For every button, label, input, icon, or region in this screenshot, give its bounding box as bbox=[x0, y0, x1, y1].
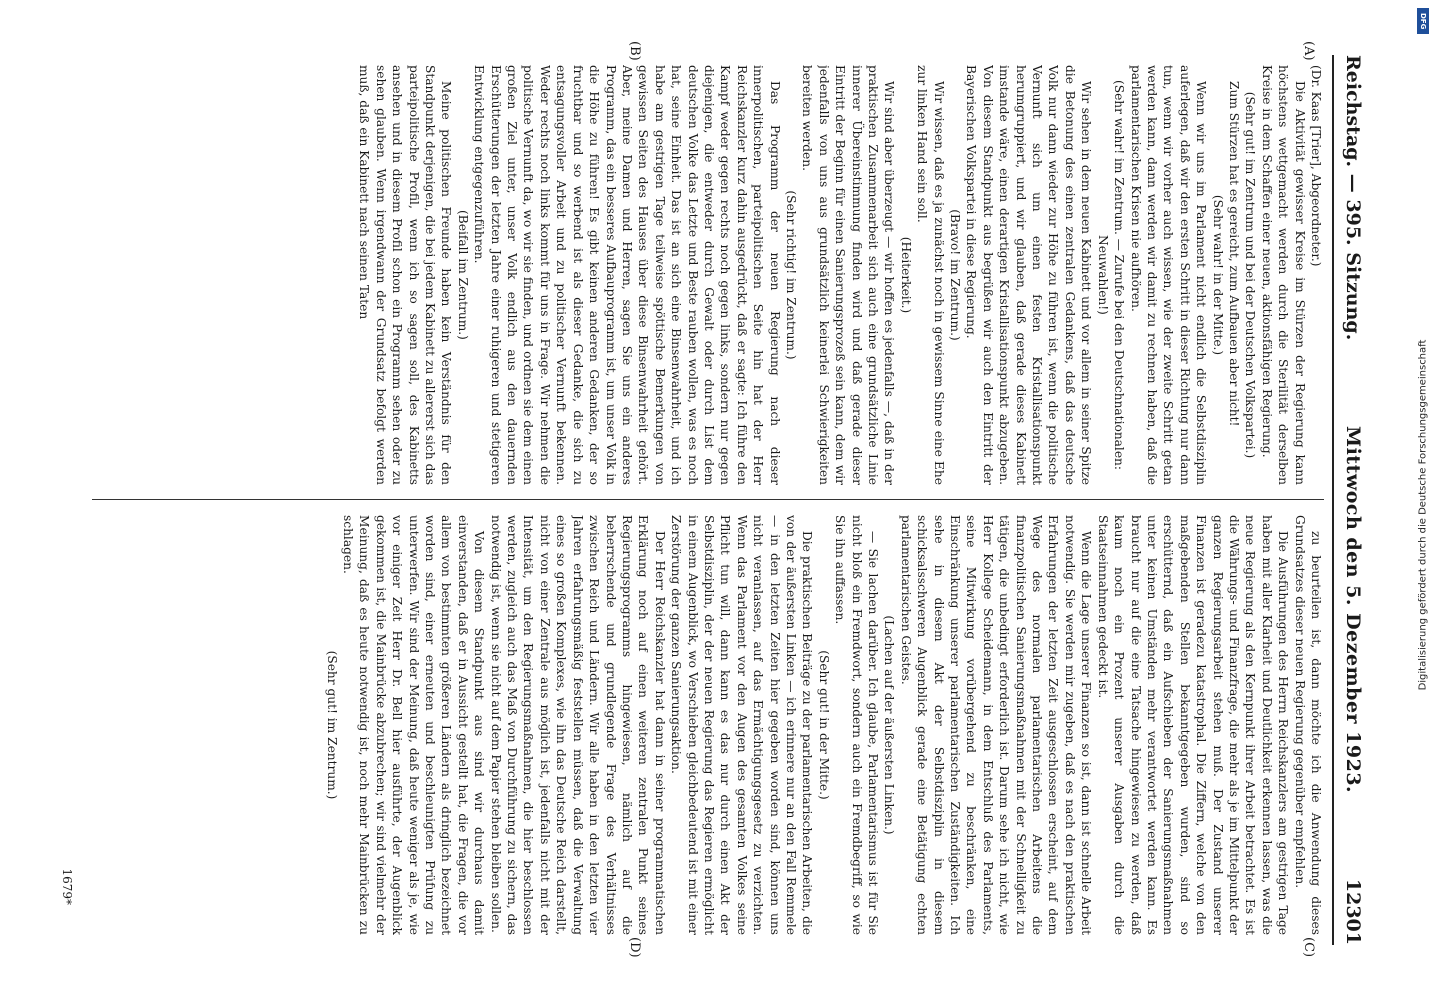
interjection: (Sehr wahr! im Zentrum. — Zurufe bei den Deutschnationalen: Neuwahlen!) bbox=[1095, 79, 1127, 470]
interjection: (Sehr wahr! in der Mitte.) bbox=[1210, 194, 1225, 356]
paragraph: Wir sehen in dem neuen Kabinett und vor allem in seiner Spitze die Betonung des einen zentralen Gedankens, daß das deutsche Volk nur dann wieder zur Höhe zu führen ist, wenn die politische Vernunft sich um einen festen Kristallisationspunkt herumgruppiert, und wir glauben, daß gerade dieses Kabinett imstande wäre, einen derartigen Kristallisationspunkt abzugeben. Von diesem Standpunkt aus begrüßen wir auch den Eintritt der Bayerischen Volkspartei in diese Regierung. bbox=[964, 65, 1094, 485]
margin-mark-b: (B) bbox=[627, 41, 642, 61]
paragraph: Die Ausführungen des Herrn Reichskanzlers am gestrigen Tage haben mit aller Klarheit und Deutlichkeit erkennen lassen, was die neue Regierung als den Kernpunkt ihrer Arbeit betrachtet. Es ist die Währungs- und Finanzfrage, die mehr als je im Mittelpunkt der ganzen Regierungsarbeit stehen muß. Der Zustand unserer Finanzen ist geradezu katastrophal. Die Ziffern, welche von den maßgebenden Stellen bekanntgegeben wurden, sind so erschütternd, daß ein Aufschieben der Sanierungsmaßnahmen unter keinen Umständen mehr verantwortet werden kann. Es braucht nur auf die eine Tatsache hingewiesen zu werden, daß kaum noch ein Prozent unserer Ausgaben durch die Staatseinnahmen gedeckt ist. bbox=[1095, 515, 1291, 935]
interjection: (Beifall im Zentrum.) bbox=[455, 210, 470, 340]
speaker-intro: (Dr. Kaas [Trier], Abgeordneter.) bbox=[1309, 65, 1323, 267]
paragraph: — Sie lachen darüber. Ich glaube, Parlamentarismus ist für Sie nicht bloß ein Fremdwort, sondern auch ein Fremdbegriff, so wie Sie ihn auffassen. bbox=[833, 515, 881, 935]
margin-mark-a: (A) bbox=[1301, 41, 1316, 61]
paragraph: Von diesem Standpunkt aus sind wir durchaus damit einverstanden, daß er in Aussicht gestellt hat, die Fragen, die vor allem von bestimmten größeren Ländern als dringlich bezeichnet worden sind, einer erneuten und beschleunigten Prüfung zu unterwerfen. Wir sind der Meinung, daß heute weniger als je, wie vor einiger Zeit Herr Dr. Bell hier ausführte, der Augenblick gekommen ist, die Mainbrücke abzubrechen; wir sind vielmehr der Meinung, daß es heute notwendig ist, noch mehr Mainbrücken zu schlagen. bbox=[341, 515, 487, 935]
paragraph: Wenn die Lage unserer Finanzen so ist, dann ist schnelle Arbeit notwendig. Sie werden mir zugeben, daß es nach den praktischen Erfahrungen der letzten Zeit ausgeschlossen erscheint, auf dem Wege des normalen parlamentarischen Arbeitens die finanzpolitischen Sanierungsmaßnahmen mit der Schnelligkeit zu tätigen, die unbedingt erforderlich ist. Darum sehe ich nicht, wie Herr Kollege Scheidemann, in dem Entschluß des Parlaments, seine Mitwirkung vorübergehend zu beschränken, eine Einschränkung unserer parlamentarischen Zuständigkeiten. Ich sehe in diesem Akt der Selbstdisziplin in diesem schicksalsschweren Augenblick gerade eine Betätigung echten parlamentarischen Geistes. bbox=[898, 515, 1094, 935]
left-paragraphs bbox=[356, 65, 1308, 485]
interjection: (Heiterkeit.) bbox=[898, 236, 913, 314]
paragraph: Wenn wir uns im Parlament nicht endlich die Selbstdisziplin auferlegen, daß wir den ersten Schritt in dieser Richtung nur dann tun, wenn wir vorher auch wissen, wie der zweite Schritt getan werden kann, dann werden wir damit zu rechnen haben, daß die parlamentarischen Krisen nie aufhören. bbox=[1128, 65, 1209, 485]
interjection: (Lachen auf der äußersten Linken.) bbox=[882, 615, 897, 835]
right-paragraphs bbox=[323, 515, 1324, 935]
column-divider bbox=[92, 499, 1324, 500]
paragraph: Wir sind aber überzeugt — wir hoffen es jedenfalls —, daß in der praktischen Zusammenarbeit sich auch eine grundsätzliche Linie innerer Übereinstimmung finden wird und daß gerade dieser Eintritt der Beginn für einen Sanierungsprozeß sein kann, dem wir jedenfalls von uns aus grundsätzlich keinerlei Schwierigkeiten bereiten werden. bbox=[800, 65, 897, 485]
dfg-logo: DFG bbox=[1417, 8, 1429, 34]
interjection: (Sehr gut! im Zentrum und bei der Deutschen Volkspartei.) bbox=[1243, 91, 1258, 459]
paragraph: Die praktischen Beiträge zu der parlamentarischen Arbeiten, die von der äußersten Linken — ich erinnere nur an den Fall Remmele — in den letzten Zeiten hier gegeben worden sind, können uns nicht veranlassen, auf das Ermächtigungsgesetz zu verzichten. Wenn das Parlament vor den Augen des gesamten Volkes seine Pflicht tun will, dann kann es das nur durch einen Akt der Selbstdisziplin, der der neuen Regierung das Regieren ermöglicht in einem Augenblick, wo Verschieben gleichbedeutend ist mit einer Zerstörung der ganzen Sanierungsaktion. bbox=[669, 515, 815, 935]
page-number: 12301 bbox=[1342, 878, 1364, 945]
interjection: (Sehr gut! in der Mitte.) bbox=[816, 650, 831, 800]
header-left: Reichstag. — 395. Sitzung. bbox=[1342, 55, 1364, 341]
paragraph: Zum Stürzen hat es gereicht, zum Aufbauen aber nicht! bbox=[1226, 81, 1241, 427]
interjection: (Bravo! im Zentrum.) bbox=[948, 209, 963, 341]
rotated-page bbox=[52, 35, 1382, 965]
margin-mark-d: (D) bbox=[627, 937, 642, 958]
interjection: (Sehr richtig! im Zentrum.) bbox=[784, 190, 798, 360]
digitization-credit bbox=[1416, 40, 1430, 990]
paragraph: Die Aktivität gewisser Kreise im Stürzen der Regierung kann höchstens wettgemacht werden durch die Sterilität derselben Kreise in dem Schaffen einer neuen, aktionsfähigen Regierung. bbox=[1259, 65, 1307, 485]
header-rule bbox=[1332, 55, 1334, 945]
paragraph: Das Programm der neuen Regierung nach dieser innerpolitischen, parteipolitischen Seite hin hat der Herr Reichskanzler kurz dahin ausgedrückt, daß er sagte: Ich führe den Kampf weder gegen rechts noch gegen links, sondern nur gegen diejenigen, die entweder durch Gewalt oder durch List dem deutschen Volke das Letzte und Beste rauben wollen, was es noch hat, seine Einheit. Das ist an sich eine Binsenwahrheit, und ich habe am gestrigen Tage teilweise spöttische Bemerkungen von gewissen Seiten des Hauses über diese Binsenwahrheit gehört. Aber, meine Damen und Herren, sagen Sie uns ein anderes Programm, das ein besseres Aufbauprogramm ist, um unser Volk in die Höhe zu führen! Es gibt keinen anderen Gedanken, der so fruchtbar und so werbend ist als dieser Gedanke, die sich zu entsagungsvoller Arbeit und zu politischer Vernunft bekennen. Weder rechts noch links kommt für uns in Frage. Wir nehmen die politische Vernunft da, wo wir sie finden, und ordnen sie dem einen großen Ziel unter, unser Volk endlich aus den dauernden Erschütterungen der letzten Jahre einer ruhigeren und stetigeren Entwicklung entgegenzuführen. bbox=[472, 65, 782, 485]
paragraph: Meine politischen Freunde haben kein Verständnis für den Standpunkt derjenigen, die bei jedem Kabinett zu allererst sich das parteipolitische Profil, wenn ich so sagen soll, des Kabinetts ansehen und in diesem Profil schon ein Programm sehen oder zu sehen glauben. Wenn irgendwann der Grundsatz befolgt werden muß, daß ein Kabinett nach seinen Taten bbox=[357, 65, 454, 485]
margin-mark-c: (C) bbox=[1301, 937, 1316, 958]
interjection: (Sehr gut! im Zentrum.) bbox=[324, 650, 339, 800]
paragraph: Der Herr Reichskanzler hat dann in seiner programmatischen Erklärung noch auf einen weiteren zentralen Punkt seines Regierungsprogramms hingewiesen, nämlich auf die beherrschende und grundlegende Frage des Verhältnisses zwischen Reich und Ländern. Wir alle haben in den letzten vier Jahren erfahrungsmäßig feststellen müssen, daß die Verwaltung eines so großen Komplexes, wie ihn das Deutsche Reich darstellt, nicht von einer Zentrale aus möglich ist, jedenfalls nicht mit der Intensität, um den Regierungsmaßnahmen, die hier beschlossen werden, zugleich auch das Maß von Durchführung zu sichern, das notwendig ist, wenn sie nicht auf dem Papier stehen bleiben sollen. bbox=[488, 515, 667, 935]
header-date: Mittwoch den 5. Dezember 1923. bbox=[1342, 426, 1364, 794]
left-column bbox=[82, 65, 1324, 485]
paragraph: Wir wissen, daß es ja zunächst noch in gewissem Sinne eine Ehe zur linken Hand sein soll. bbox=[915, 65, 946, 485]
paragraph: zu beurteilen ist, dann möchte ich die Anwendung dieses Grundsatzes dieser neuen Regierung gegenüber empfehlen. bbox=[1292, 515, 1323, 935]
right-column bbox=[82, 515, 1324, 935]
footer-number: 1679* bbox=[60, 868, 74, 905]
credit-text: Digitalisierung gefördert durch die Deutsche Forschungsgemeinschaft bbox=[1417, 339, 1429, 691]
page-header bbox=[1338, 55, 1364, 945]
